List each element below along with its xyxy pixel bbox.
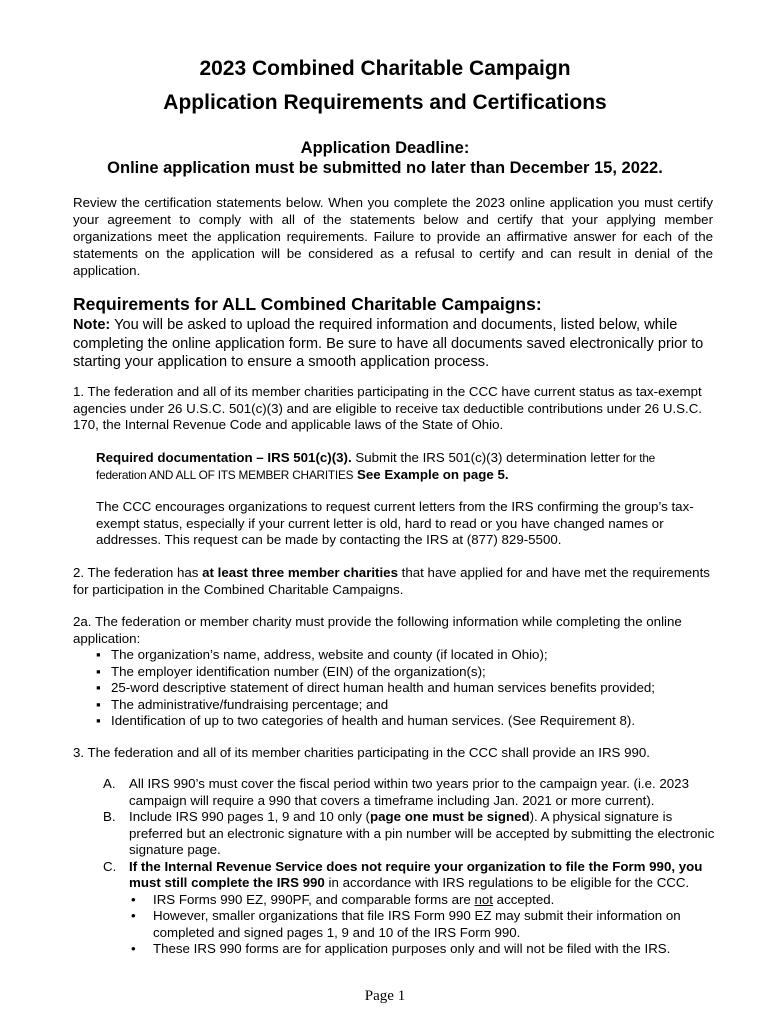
title-line-1: 2023 Combined Charitable Campaign xyxy=(199,57,571,80)
note-text: You will be asked to upload the required information and documents, listed below, while completing the online application form. Be sure to have all documents saved electronically prior to starting your application to ensure a smooth application process. xyxy=(73,317,704,370)
requirement-3b-post: ). A physical signature is preferred but an electronic signature with a pin number will be accepted by submitting the electronic signature page. xyxy=(129,809,715,857)
encourage-paragraph: The CCC encourages organizations to request current letters from the IRS confirming the group’s tax-exempt status, especially if your current letter is old, hard to read or you have changed names or addresses. This request can be made by contacting the IRS at (877) 829-5500. xyxy=(96,499,694,547)
requirement-3c-post: in accordance with IRS regulations to be eligible for the CCC. xyxy=(324,875,690,890)
required-documentation xyxy=(96,450,696,483)
list-item: ▪ The administrative/fundraising percentage; and xyxy=(96,697,716,714)
requirement-2-bold: at least three member charities xyxy=(202,565,398,580)
intro-paragraph: Review the certification statements below. When you complete the 2023 online application you must certify your agreement to comply with all of the statements below and certify that your applying member organizations meet the application requirements. Failure to provide an affirmative answer for each of the statements on the application will be considered as a refusal to certify and can result in denial of the application. xyxy=(73,195,713,278)
requirement-2a-intro: 2a. The federation or member charity must provide the following information while completing the online application: xyxy=(73,614,682,646)
list-item: • These IRS 990 forms are for application purposes only and will not be filed with the IRS. xyxy=(129,941,718,958)
requirement-3a-text: All IRS 990’s must cover the fiscal period within two years prior to the campaign year. (i.e. 2023 campaign will require a 990 that covers a timeframe including Jan. 2021 or more current). xyxy=(129,776,689,808)
requirement-2-post: that have applied for and have met the requirements for participation in the Combined Charitable Campaigns. xyxy=(73,565,710,597)
requirement-1: 1. The federation and all of its member charities participating in the CCC have current status as tax-exempt agencies under 26 U.S.C. 501(c)(3) and are eligible to receive tax deductible contributions under 26 U.S.C. 170, the Internal Revenue Code and applicable laws of the State of Ohio. xyxy=(73,384,702,432)
page-number: Page 1 xyxy=(364,988,406,1004)
list-item: • However, smaller organizations that file IRS Form 990 EZ may submit their information on completed and signed pages 1, 9 and 10 of the IRS Form 990. xyxy=(129,908,718,941)
requirement-3c-label: C. xyxy=(103,858,117,874)
list-item: ▪ The organization’s name, address, website and county (if located in Ohio); xyxy=(96,647,716,664)
documentation-text: Submit the IRS 501(c)(3) determination letter xyxy=(351,450,620,465)
list-item: ▪ 25-word descriptive statement of direct human health and human services benefits provided; xyxy=(96,680,716,697)
requirement-3-intro: 3. The federation and all of its member charities participating in the CCC shall provide an IRS 990. xyxy=(73,745,650,760)
documentation-example: See Example on page 5. xyxy=(353,466,509,482)
deadline-label: Application Deadline: xyxy=(300,139,470,157)
requirement-3b-pre: Include IRS 990 pages 1, 9 and 10 only ( xyxy=(129,809,370,824)
requirement-3a xyxy=(103,776,718,809)
requirement-3b-label: B. xyxy=(103,809,116,824)
requirement-3a-label: A. xyxy=(103,776,116,791)
note-label: Note: xyxy=(73,317,111,333)
list-item: ▪ The employer identification number (EIN) of the organization(s); xyxy=(96,664,716,681)
requirement-3b-bold: page one must be signed xyxy=(370,809,530,824)
section-heading: Requirements for ALL Combined Charitable Campaigns: xyxy=(73,294,542,314)
documentation-federation: for the federation AND ALL OF ITS MEMBER CHARITIES xyxy=(96,451,656,482)
list-item xyxy=(129,892,718,909)
sub-item-1-pre: IRS Forms 990 EZ, 990PF, and comparable forms are xyxy=(153,891,475,907)
requirement-3-list xyxy=(103,776,718,958)
list-item: ▪ Identification of up to two categories of health and human services. (See Requirement 8). xyxy=(96,713,716,730)
requirement-2-pre: 2. The federation has xyxy=(73,565,203,580)
requirement-3c-bold: If the Internal Revenue Service does not require your organization to file the Form 990, you must still complete the IRS 990 xyxy=(129,858,703,890)
requirement-2a-list xyxy=(96,647,716,730)
sub-item-1-underline: not xyxy=(474,891,493,907)
title-line-2: Application Requirements and Certifications xyxy=(163,91,607,114)
requirement-2 xyxy=(73,565,723,598)
deadline-text: Online application must be submitted no later than December 15, 2022. xyxy=(107,159,663,177)
requirement-3b xyxy=(103,809,718,859)
documentation-label: Required documentation – IRS 501(c)(3). xyxy=(96,450,352,465)
sub-item-1-post: accepted. xyxy=(492,891,555,907)
note-paragraph xyxy=(73,316,723,372)
requirement-3c xyxy=(103,859,718,958)
